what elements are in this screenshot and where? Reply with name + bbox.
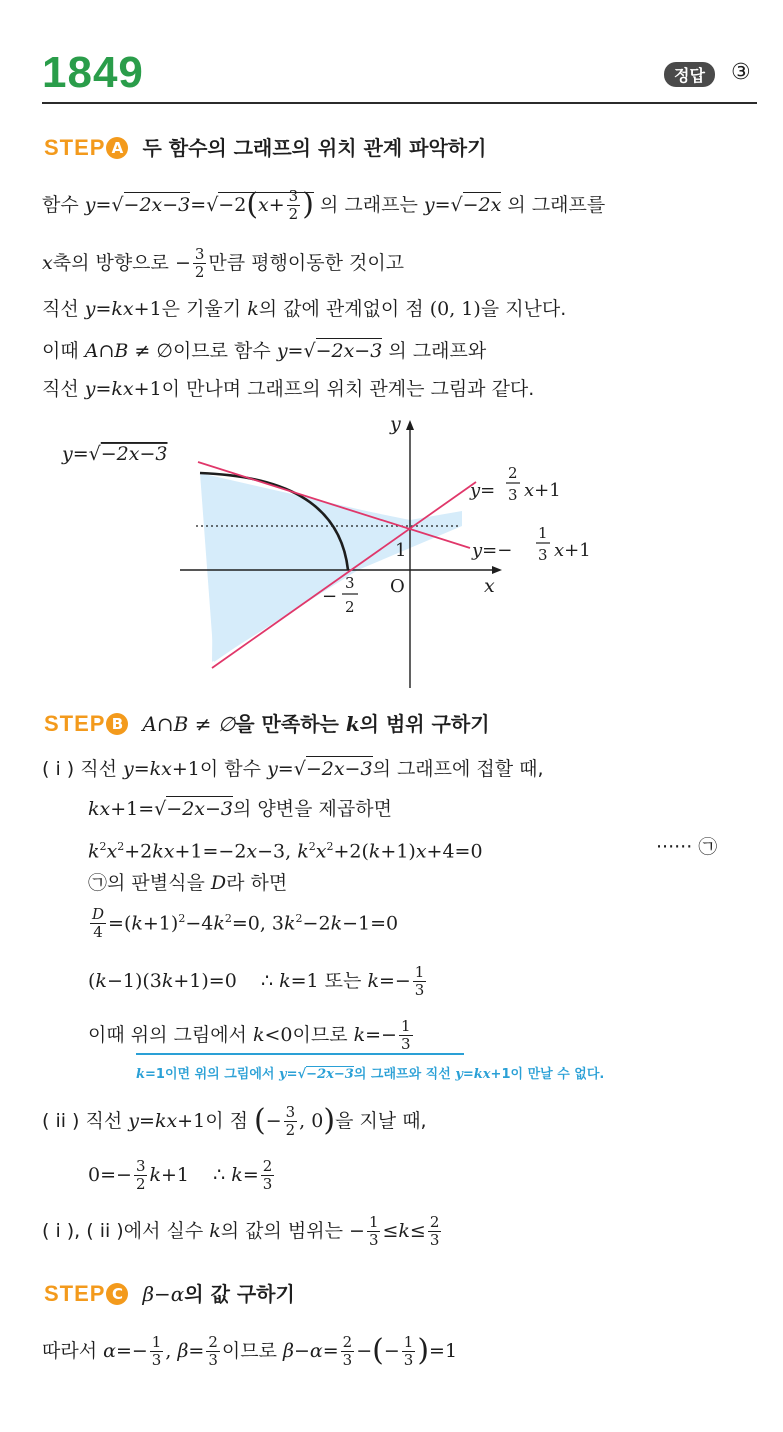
- x-intercept-minus: −: [322, 586, 338, 607]
- shaded-cap: [200, 473, 410, 662]
- blue-note: k=1이면 위의 그림에서 y=√−2x−3의 그래프와 직선 y=kx+1이 만날 수 없다.: [136, 1067, 605, 1082]
- origin-label: O: [390, 576, 405, 597]
- step-b-range: ( i ), ( ii )에서 실수 k의 값의 범위는 − $\frac{1}{3}$ ≤k≤ $\frac{2}{3}$: [42, 1213, 440, 1249]
- step-title: 두 함수의 그래프의 위치 관계 파악하기: [142, 136, 487, 160]
- step-a-line-4: 이때 A∩B ≠ ∅이므로 함수 y=√−2x−3 의 그래프와: [42, 340, 487, 362]
- x-axis-arrow: [492, 566, 502, 574]
- step-b-ii-2: 0=− $\frac{3}{2}$ k+1 ∴ k= $\frac{2}{3}$: [88, 1157, 273, 1193]
- lower-line-rest: x+1: [554, 540, 591, 561]
- step-c-heading: STEP C β−α의 값 구하기: [44, 1281, 295, 1306]
- header-rule: [42, 102, 757, 104]
- x-axis-label: x: [484, 575, 495, 597]
- lower-line-frac-num: 1: [538, 524, 548, 542]
- upper-line-frac-num: 2: [508, 464, 518, 482]
- step-b-i-4: ㉠의 판별식을 D라 하면: [88, 872, 288, 894]
- step-a-heading: [44, 132, 486, 161]
- lower-line-frac-den: 3: [538, 546, 548, 564]
- problem-number: 1849: [42, 48, 144, 97]
- x-intercept-num: 3: [345, 574, 355, 592]
- step-a-line-1: 함수 y=√−2x−3=√−2(x+ $\frac{3}{2}$ ) 의 그래프는 y=√−2x 의 그래프를: [42, 187, 606, 223]
- step-b-i-5: $\frac{D}{4}$ $=(k+1)^2-4k^2=0$, $3k^2-2k-1=0$: [92, 905, 399, 942]
- y-axis-arrow: [406, 420, 414, 430]
- step-b-i-7: 이때 위의 그림에서 k<0이므로 k=− $\frac{1}{3}$: [88, 1017, 411, 1053]
- step-b-i-1: ( i ) 직선 y=kx+1이 함수 y=√−2x−3의 그래프에 접할 때,: [42, 758, 544, 780]
- lower-line-label: y=−: [472, 540, 513, 561]
- step-a-line-3: 직선 y=kx+1은 기울기 k의 값에 관계없이 점 (0, 1)을 지난다.: [42, 298, 567, 320]
- step-badge: A: [106, 137, 128, 159]
- step-b-i-6: (k−1)(3k+1)=0 ∴ k=1 또는 k=− $\frac{1}{3}$: [88, 963, 425, 999]
- step-c-line: 따라서 α=− $\frac{1}{3}$ , β= $\frac{2}{3}$ 이므로 β−α= $\frac{2}{3}$ −(− $\frac{1}{3}$ )=1: [42, 1333, 458, 1369]
- answer-badge: 정답: [664, 62, 715, 87]
- step-b-ii-1: ( ii ) 직선 y=kx+1이 점 (− $\frac{3}{2}$ , 0)을 지날 때,: [42, 1103, 427, 1139]
- x-intercept-den: 2: [345, 598, 355, 616]
- upper-line-label: y=: [470, 480, 496, 501]
- step-b-i-3: $k^2x^2+2kx+1=-2x-3$, $k^2x^2+2(k+1)x+4=0$: [88, 840, 483, 863]
- one-label: 1: [395, 540, 407, 561]
- step-b-i-2: kx+1=√−2x−3의 양변을 제곱하면: [88, 798, 392, 820]
- step-a-line-2: x축의 방향으로 − $\frac{3}{2}$ 만큼 평행이동한 것이고: [42, 245, 405, 281]
- blue-note-rule: [136, 1053, 464, 1055]
- upper-line-frac-den: 3: [508, 486, 518, 504]
- y-axis-label: y: [390, 413, 401, 435]
- step-word: STEP: [44, 135, 106, 160]
- curve-label: y=√−2x−3: [62, 443, 168, 465]
- upper-line-rest: x+1: [524, 480, 561, 501]
- answer-value: ③: [731, 60, 751, 85]
- step-a-line-5: 직선 y=kx+1이 만나며 그래프의 위치 관계는 그림과 같다.: [42, 378, 535, 400]
- graph: [40, 410, 640, 695]
- equation-tag: ······ ㉠: [656, 836, 718, 858]
- step-b-heading: STEP B A∩B ≠ ∅을 만족하는 k의 범위 구하기: [44, 711, 490, 736]
